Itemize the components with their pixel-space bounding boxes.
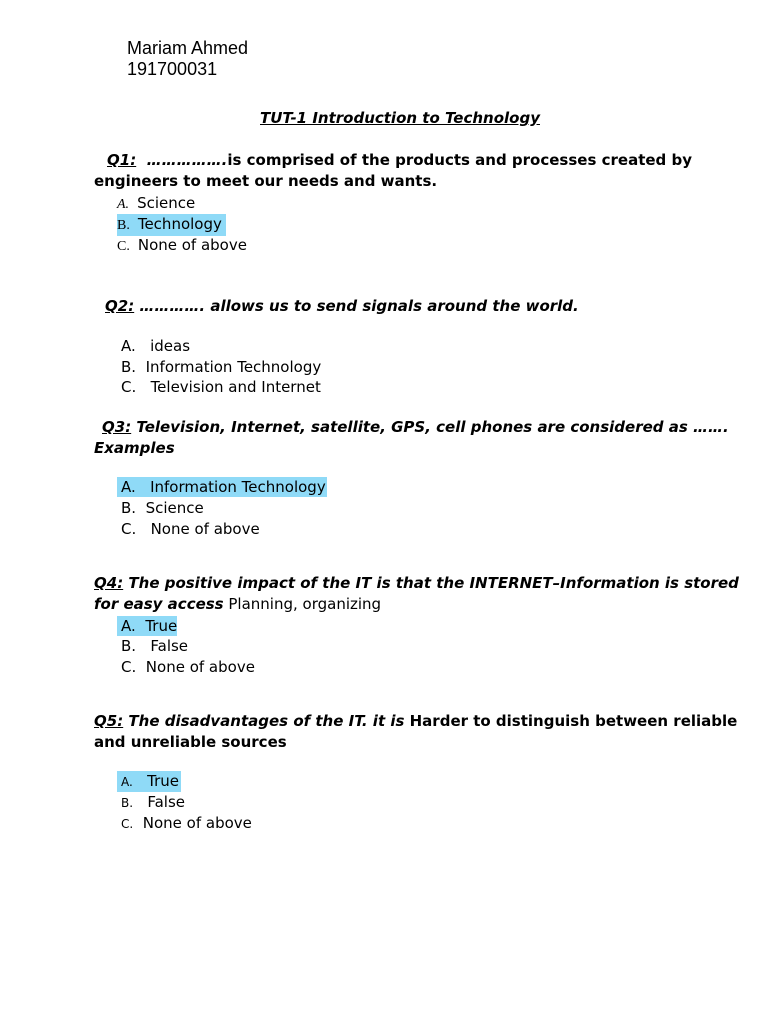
- q4-label: Q4:: [94, 574, 124, 592]
- author-id: 191700031: [127, 59, 218, 79]
- q4-option-a-highlighted: A. True: [117, 616, 177, 636]
- q3-option-c: C. None of above: [121, 520, 260, 538]
- q5-option-a-highlighted: A. True: [117, 771, 181, 792]
- q2-option-b: B. Information Technology: [121, 358, 322, 376]
- q1-option-c: C. None of above: [117, 236, 247, 254]
- q5-question-line1: Q5: The disadvantages of the IT. it is Harder to distinguish between reliable: [94, 712, 738, 730]
- q1-text-line1: is comprised of the products and processes created by: [227, 151, 693, 169]
- q3-option-b: B. Science: [121, 499, 204, 517]
- q1-label: Q1:: [107, 151, 137, 169]
- q4-question-line1: [94, 573, 739, 594]
- q1-option-b-highlighted: B. Technology: [117, 214, 226, 236]
- q2-option-c: C. Television and Internet: [121, 378, 321, 396]
- q2-text: …………. allows us to send signals around the world.: [134, 297, 579, 315]
- q4-question-line2: for easy access Planning, organizing: [94, 595, 382, 613]
- q3-option-a-highlighted: A. Information Technology: [117, 477, 327, 497]
- q1-text-line2: engineers to meet our needs and wants.: [94, 172, 438, 190]
- q5-text-line2: and unreliable sources: [94, 733, 287, 751]
- q3-question-line1: [102, 417, 729, 438]
- q1-line1: [107, 150, 692, 171]
- q3-text-line2: Examples: [94, 439, 175, 457]
- q1-option-a: A. Science: [117, 194, 196, 212]
- q4-text-line1: The positive impact of the IT is that the INTERNET–Information is stored: [123, 574, 739, 592]
- q4-option-b: B. False: [121, 637, 189, 655]
- q2-question: [105, 296, 579, 317]
- document-title: TUT-1 Introduction to Technology: [260, 109, 540, 127]
- q5-label: Q5:: [94, 712, 124, 730]
- q5-option-c: C. None of above: [121, 814, 252, 832]
- q2-label: Q2:: [105, 297, 135, 315]
- q4-option-c: C. None of above: [121, 658, 255, 676]
- q1-blank: …………….: [146, 151, 228, 169]
- q3-text-line1: Television, Internet, satellite, GPS, cell phones are considered as …….: [131, 418, 729, 436]
- q2-option-a: A. ideas: [121, 337, 191, 355]
- q3-label: Q3:: [102, 418, 132, 436]
- author-name: Mariam Ahmed: [127, 38, 249, 58]
- q5-option-b: B. False: [121, 793, 186, 811]
